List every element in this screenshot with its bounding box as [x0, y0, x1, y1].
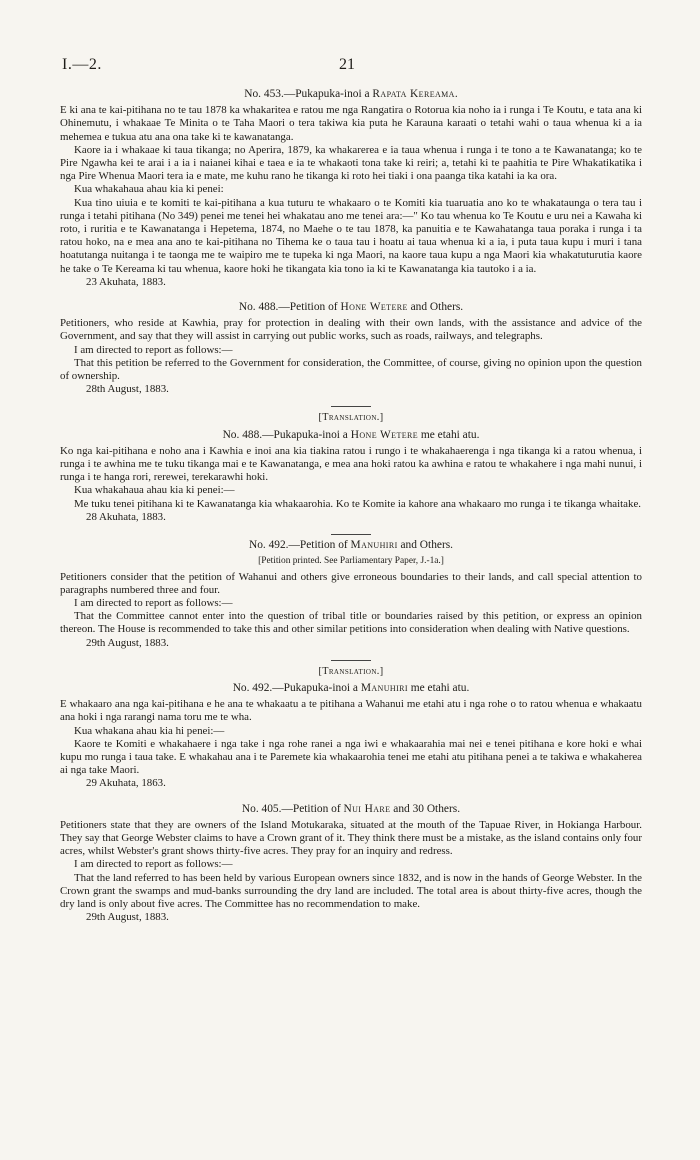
paragraph: That the land referred to has been held by various European owners since 1832, and is now in the hands of George Webster. In the Crown grant the swamps and mud-banks surrounding the dry land are included. The total area is about thirty-five acres, though the dry land is only about five acres. The Committee has no recommendation to make. — [60, 871, 642, 910]
section-note: [Petition printed. See Parliamentary Paper, J.-1a.] — [258, 556, 444, 567]
paragraph: Kua whakana ahau kia hi penei:— — [74, 724, 225, 737]
paragraph: I am directed to report as follows:— — [74, 343, 233, 356]
section-divider — [331, 406, 371, 407]
petition-section-492-translation — [60, 665, 642, 791]
petition-section-405-english — [60, 803, 642, 925]
section-date: 28th August, 1883. — [86, 383, 169, 396]
page-number: 21 — [339, 56, 355, 73]
section-heading: No. 492.—Pukapuka-inoi a Manuhiri me etahi atu. — [232, 681, 470, 694]
section-divider — [331, 660, 371, 661]
translation-label: [Translation.] — [318, 665, 384, 677]
paragraph: Kua whakahaua ahau kia ki penei: — [74, 183, 224, 196]
section-date: 29th August, 1883. — [86, 911, 169, 924]
section-heading: No. 488.—Pukapuka-inoi a Hone Wetere me etahi atu. — [222, 428, 480, 441]
section-date: 23 Akuhata, 1883. — [86, 275, 166, 288]
section-date: 29 Akuhata, 1863. — [86, 777, 166, 790]
paragraph: E whakaaro ana nga kai-pitihana e he ana te whakaatu a te pitihana a Wahanui me etahi atu i nga rohe o to ratou whenua e whakaatu ana hoki i nga rarangi nama toru me te wha. — [60, 698, 642, 724]
paragraph: Kua whakahaua ahau kia ki penei:— — [74, 484, 235, 497]
paragraph: Kua tino uiuia e te komiti te kai-pitihana a kua tuturu te whakaaro o te Komiti kia tuaruatia ano ko te whakataunga o tera tau i runga i tetahi pitihana (No 349) penei me tenei hei whakatau ano me tenei ara:—" Ko tau whenua ko Te Koutu e uru nei a Kawaha ki roto, i ruritia e te Kawanatanga i Hepetema, 1874, no Maehe o te tau 1878, ka panuitia e te Kawahatanga taua poraka i runga i ta ratou hoko, na e mea ana ano te kai-pitihana no Tihema ke o taua tau i hoatu ai taua whenua ki a ia, i puta taua kupu i muri i tana hoatutanga nuitanga i te taonga me te waipiro me te tupeka ki nga Maori, na kaore taua kupu a nga Maori kia whakatuturutia kaore he take o Te Kereama ki tau whenua, kaore hoki he tikangata kia tono ia ki te Kawanatanga kia tautoko i a ia. — [60, 196, 642, 275]
petition-section-453-maori — [60, 88, 642, 289]
section-date: 29th August, 1883. — [86, 636, 169, 649]
paragraph: Petitioners state that they are owners of the Island Motukaraka, situated at the mouth of the Tapuae River, in Hokianga Harbour. They say that George Webster claims to have a Crown grant of it. They think there must be a mistake, as the island contains only four acres, whilst Webster's grant shows thirty-five acres. They pray for an inquiry and redress. — [60, 818, 642, 858]
paragraph: Petitioners consider that the petition of Wahanui and others give erroneous boundaries to their lands, and call special attention to paragraphs numbered three and four. — [60, 570, 642, 596]
paragraph: Kaore ia i whakaae ki taua tikanga; no Aperira, 1879, ka whakarerea e ia taua whenua i runga i te tono a te Kawanatanga; ko te Pire Ngawha kei te arai i a ia i naianei kihai e taea e ia te whakaoti tona take ki reiri; a, tetahi ki te paahitia te Pire Whakatikatika i nga Pire Whenua Maori tera ia e mate, me kuhu rano he tikanga ki roto hei tiaki i ona paanga tika katahi ia ka ora. — [60, 143, 642, 183]
section-heading: No. 488.—Petition of Hone Wetere and Others. — [238, 301, 464, 314]
petition-section-492-english — [60, 539, 642, 650]
paper-reference: I.—2. — [62, 56, 102, 73]
section-heading: No. 492.—Petition of Manuhiri and Others. — [248, 539, 454, 552]
document-body — [60, 88, 642, 924]
section-divider — [331, 534, 371, 535]
paragraph: That this petition be referred to the Government for consideration, the Committee, of course, giving no opinion upon the question of ownership. — [60, 356, 642, 383]
paragraph: E ki ana te kai-pitihana no te tau 1878 ka whakaritea e ratou me nga Rangatira o Rotorua kia noho ia i runga i Te Koutu, e tata ana ki Ohinemutu, i whakaae Te Minita o te Taha Maori o tera takiwa kia puta he Karauna karaati o tetahi wahi o taua whenua ki a ia mehemea e tukua atu ana ona take ki te kawanatanga. — [60, 104, 642, 143]
paragraph: Kaore te Komiti e whakahaere i nga take i nga rohe ranei a nga iwi e whakaarahia mai nei e tenei pitihana e kore hoki e whai kupu mo runga i taua take. E whakahau ana i te Paremete kia whakaarohia tenei me etahi atu pitihana penei a te takiwa e whakaherea ai nga take Maori. — [60, 737, 642, 777]
section-date: 28 Akuhata, 1883. — [86, 510, 166, 523]
petition-section-488-english — [60, 301, 642, 396]
paragraph: I am directed to report as follows:— — [74, 596, 233, 609]
paragraph: That the Committee cannot enter into the question of tribal title or boundaries raised by this petition, or express an opinion thereon. The House is recommended to take this and other similar petitions into consideration when dealing with Native questions. — [60, 610, 642, 636]
section-heading: No. 453.—Pukapuka-inoi a Rapata Kereama. — [244, 88, 458, 100]
paragraph: Ko nga kai-pitihana e noho ana i Kawhia e inoi ana kia tiakina ratou i rungo i te whakahaerenga i nga tikanga ki a ratou whenua, i runga i te awhina me te tuku tikanga mai e te Kawanatanga, e mea ana hoki ratou ka awhina e ratou te whakahere i nga mahi nunui, i runga i te hanga rori, rerewei, terekarawhi hoki. — [60, 444, 642, 484]
paragraph: Petitioners, who reside at Kawhia, pray for protection in dealing with their own lands, with the assistance and advice of the Government, and say that they will assist in carrying out public works, such as roads, railways, and telegraphs. — [60, 317, 642, 343]
section-heading: No. 405.—Petition of Nui Hare and 30 Others. — [241, 802, 461, 815]
petition-section-488-translation — [60, 411, 642, 524]
paragraph: I am directed to report as follows:— — [74, 858, 233, 871]
translation-label: [Translation.] — [318, 412, 384, 424]
paragraph: Me tuku tenei pitihana ki te Kawanatanga kia whakaarohia. Ko te Komite ia kahore ana whakaaro mo runga i te tikanga whaitake. — [74, 497, 642, 510]
